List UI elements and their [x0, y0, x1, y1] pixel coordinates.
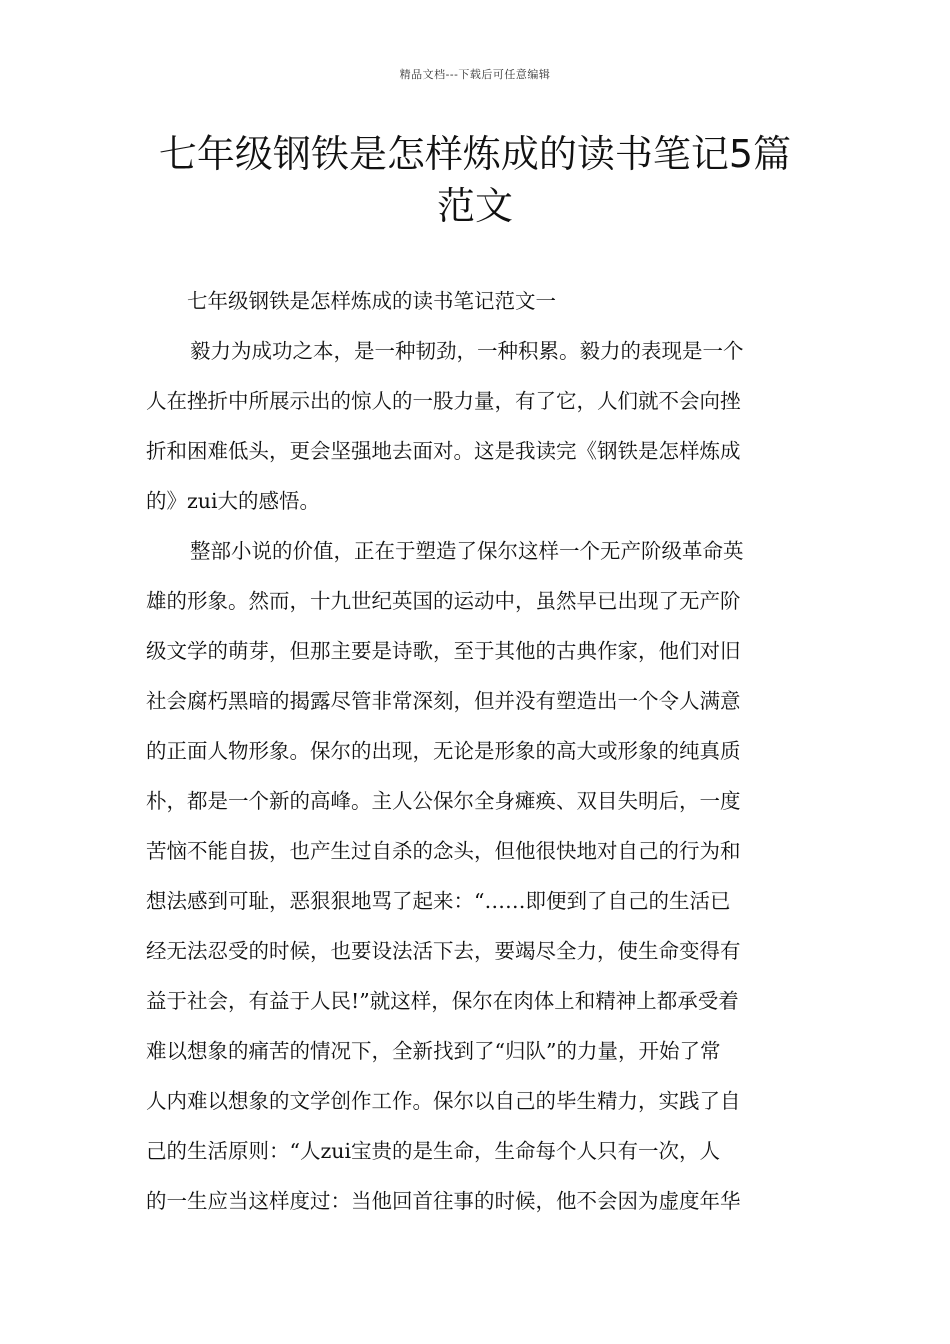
- paragraph-line: 雄的形象。然而，十九世纪英国的运动中，虽然早已出现了无产阶: [146, 589, 741, 613]
- document-title: [120, 128, 830, 232]
- paragraph-line: 整部小说的价值，正在于塑造了保尔这样一个无产阶级革命英: [190, 539, 744, 563]
- title-line-2: 范文: [436, 184, 513, 228]
- paragraph-line: 级文学的萌芽，但那主要是诗歌，至于其他的古典作家，他们对旧: [146, 639, 741, 663]
- paragraph-line: 折和困难低头，更会坚强地去面对。这是我读完《钢铁是怎样炼成: [146, 439, 741, 463]
- paragraph-line: 经无法忍受的时候，也要设法活下去，要竭尽全力，使生命变得有: [146, 939, 741, 963]
- paragraph-line: 想法感到可耻，恶狠狠地骂了起来：“……即便到了自己的生活已: [146, 889, 731, 913]
- paragraph-line: 的》zui大的感悟。: [146, 489, 321, 513]
- paragraph-line: 的正面人物形象。保尔的出现，无论是形象的高大或形象的纯真质: [146, 739, 741, 763]
- document-body: [146, 276, 804, 1226]
- paragraph-line: 人内难以想象的文学创作工作。保尔以自己的毕生精力，实践了自: [146, 1089, 741, 1113]
- paragraph-line: 朴，都是一个新的高峰。主人公保尔全身瘫痪、双目失明后，一度: [146, 789, 741, 813]
- paragraph-line: 人在挫折中所展示出的惊人的一股力量，有了它，人们就不会向挫: [146, 389, 741, 413]
- paragraph-line: 社会腐朽黑暗的揭露尽管非常深刻，但并没有塑造出一个令人满意: [146, 689, 741, 713]
- header-note: 精品文档---下载后可任意编辑: [399, 68, 551, 81]
- paragraph-line: 苦恼不能自拔，也产生过自杀的念头，但他很快地对自己的行为和: [146, 839, 741, 863]
- paragraph-line: 己的生活原则：“人zui宝贵的是生命，生命每个人只有一次，人: [146, 1139, 721, 1163]
- paragraph-2: [146, 526, 804, 1226]
- paragraph-line: 的一生应当这样度过：当他回首往事的时候，他不会因为虚度年华: [146, 1189, 741, 1213]
- section-heading: 七年级钢铁是怎样炼成的读书笔记范文一: [187, 289, 556, 313]
- paragraph-1: [146, 326, 804, 526]
- paragraph-line: 益于社会，有益于人民!”就这样，保尔在肉体上和精神上都承受着: [146, 989, 739, 1013]
- paragraph-line: 毅力为成功之本，是一种韧劲，一种积累。毅力的表现是一个: [190, 339, 744, 363]
- paragraph-line: 难以想象的痛苦的情况下，全新找到了“归队”的力量，开始了常: [146, 1039, 721, 1063]
- title-line-1: 七年级钢铁是怎样炼成的读书笔记5篇: [158, 132, 792, 176]
